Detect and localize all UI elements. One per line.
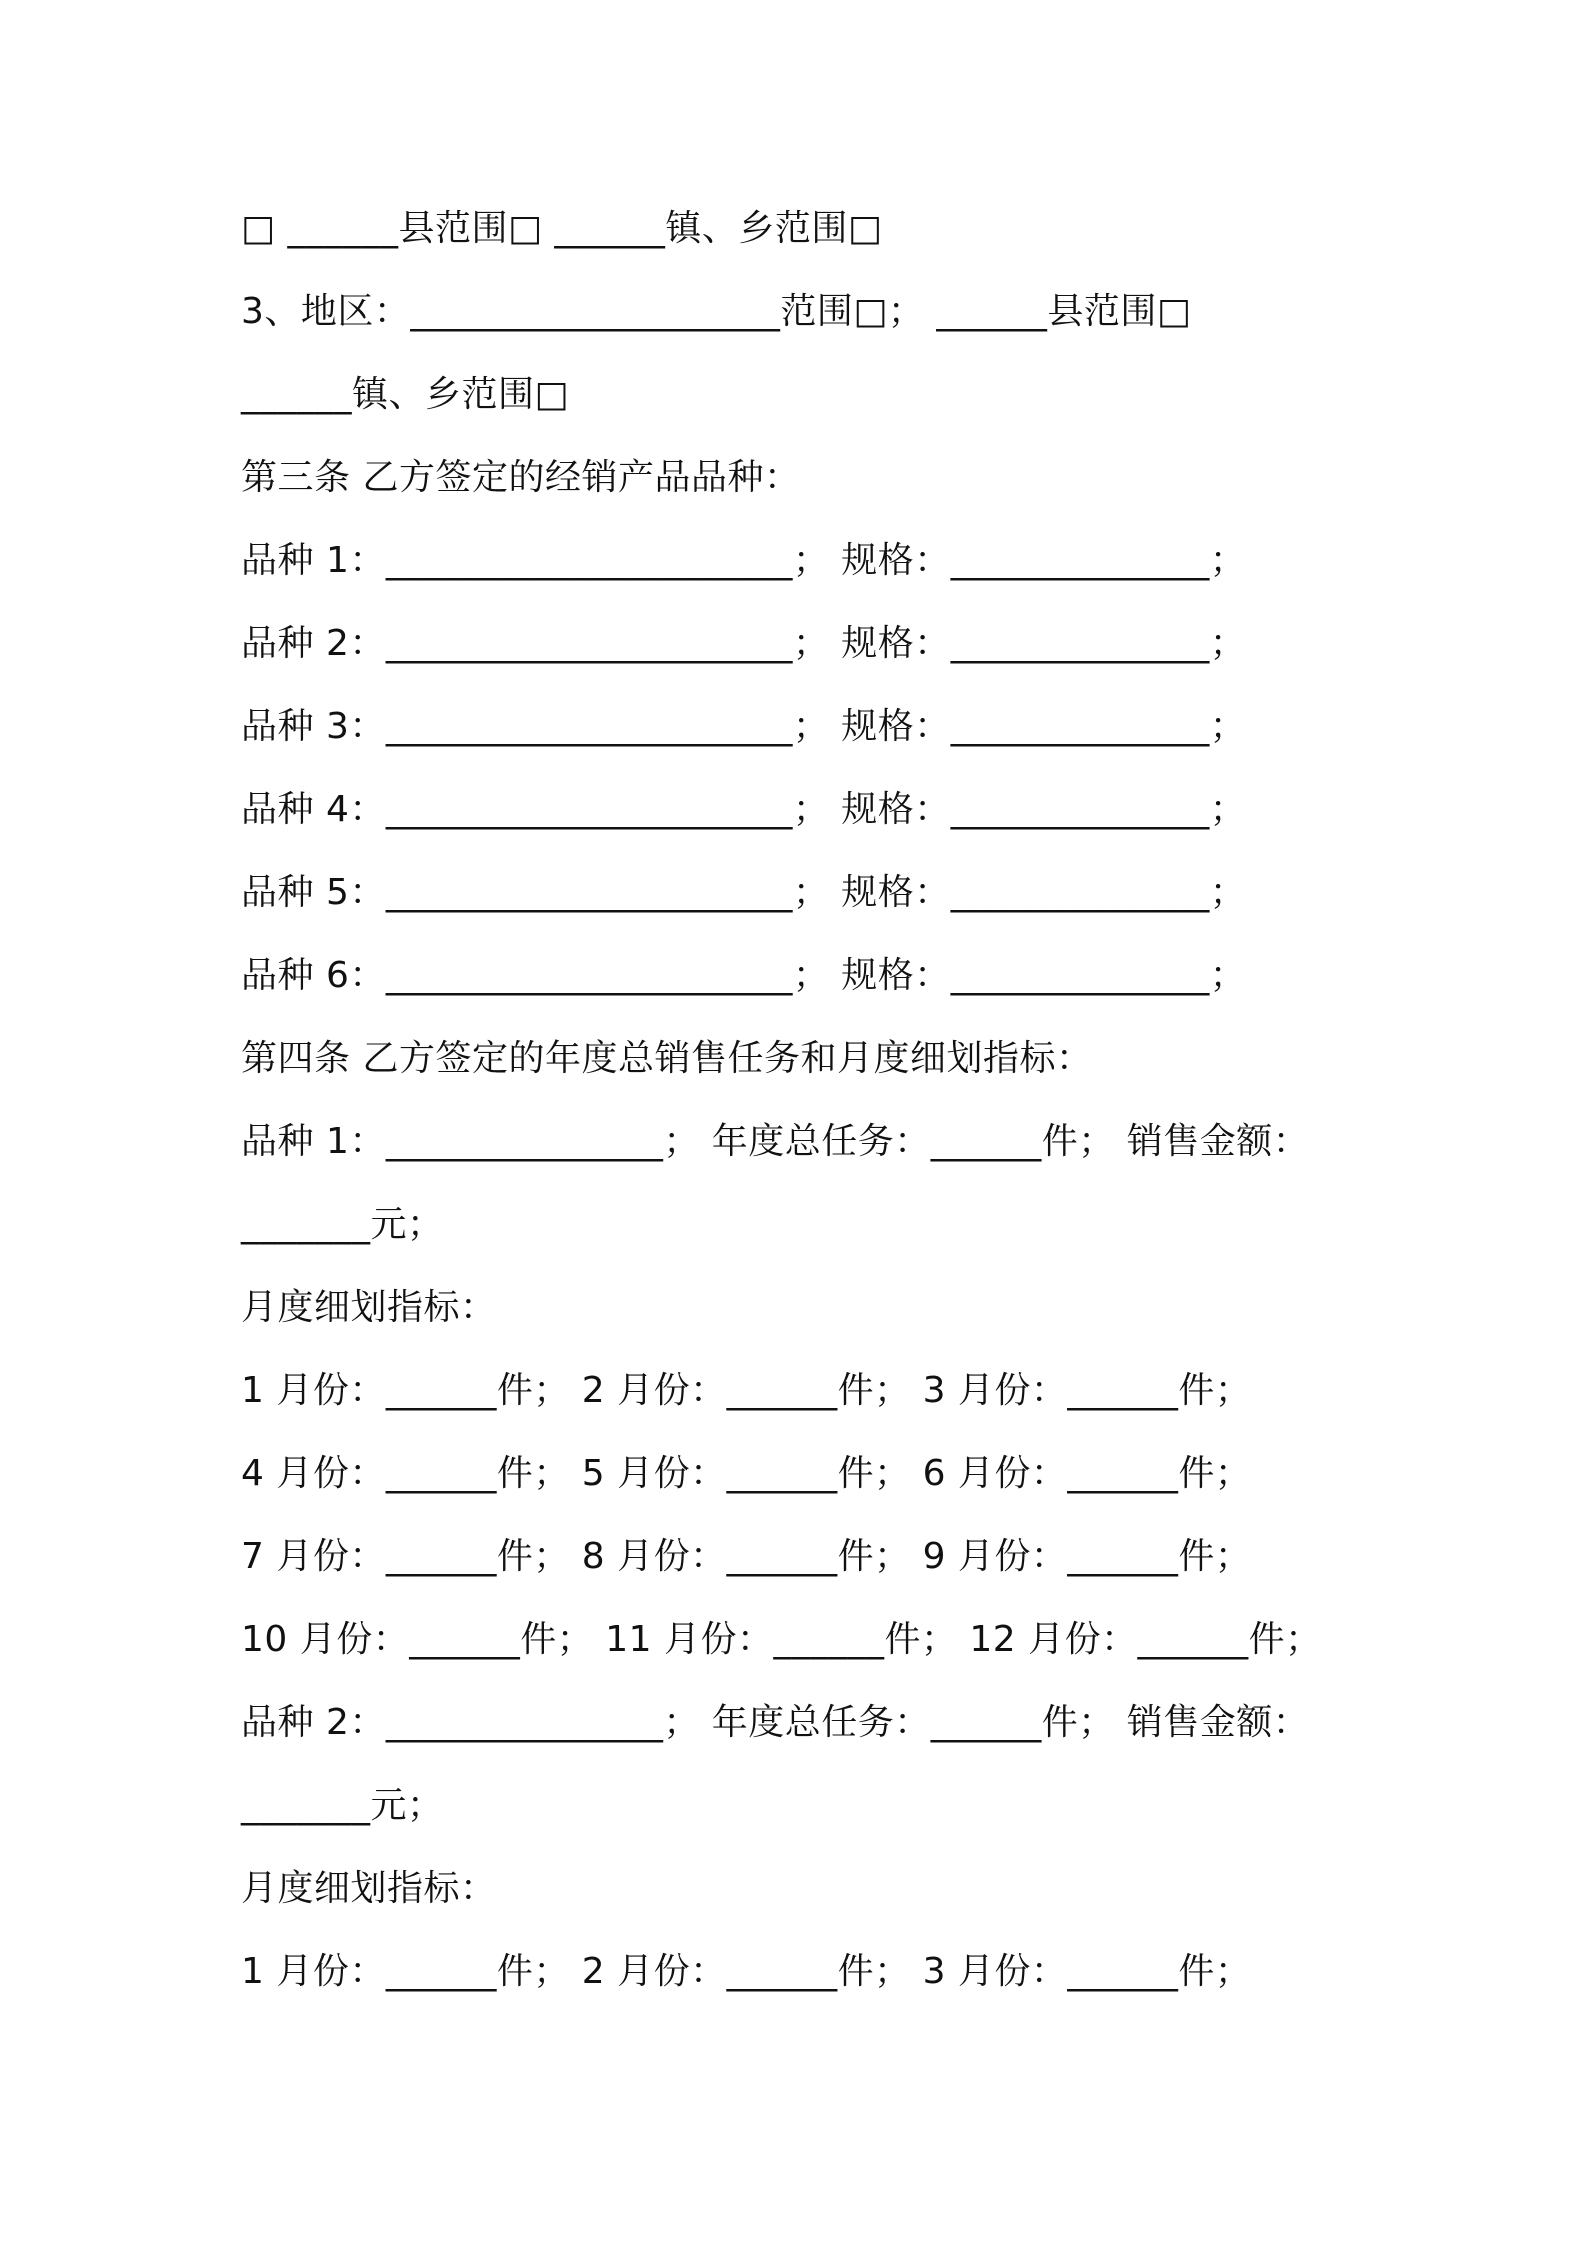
variety-2-amount: _______元； — [241, 1785, 444, 1826]
line-region-3-cont: ______镇、乡范围□ — [241, 374, 570, 415]
variety-2-months-1-3: 1 月份：______件； 2 月份：______件； 3 月份：______件； — [241, 1951, 1252, 1992]
article-3-heading: 第三条 乙方签定的经销产品品种： — [241, 457, 801, 498]
product-variety-1: 品种 1：______________________； 规格：______________； — [241, 540, 1247, 581]
article-4-heading: 第四条 乙方签定的年度总销售任务和月度细划指标： — [241, 1038, 1093, 1079]
product-variety-4: 品种 4：______________________； 规格：______________； — [241, 789, 1247, 830]
variety-1-months-10-12: 10 月份：______件； 11 月份：______件； 12 月份：______件； — [241, 1619, 1322, 1660]
variety-1-amount: _______元； — [241, 1204, 444, 1245]
line-region-3: 3、地区：____________________范围□； ______县范围□ — [241, 291, 1192, 332]
variety-2-annual-task: 品种 2：_______________； 年度总任务：______件； 销售金额： — [241, 1702, 1310, 1743]
variety-1-monthly-heading: 月度细划指标： — [241, 1287, 497, 1328]
variety-1-months-4-6: 4 月份：______件； 5 月份：______件； 6 月份：______件； — [241, 1453, 1252, 1494]
variety-1-annual-task: 品种 1：_______________； 年度总任务：______件； 销售金额： — [241, 1121, 1310, 1162]
line-area-options: □ ______县范围□ ______镇、乡范围□ — [241, 208, 883, 249]
product-variety-2: 品种 2：______________________； 规格：______________； — [241, 623, 1247, 664]
product-variety-6: 品种 6：______________________； 规格：______________； — [241, 955, 1247, 996]
variety-1-months-1-3: 1 月份：______件； 2 月份：______件； 3 月份：______件； — [241, 1370, 1252, 1411]
variety-1-months-7-9: 7 月份：______件； 8 月份：______件； 9 月份：______件； — [241, 1536, 1252, 1577]
product-variety-3: 品种 3：______________________； 规格：______________； — [241, 706, 1247, 747]
product-variety-5: 品种 5：______________________； 规格：______________； — [241, 872, 1247, 913]
variety-2-monthly-heading: 月度细划指标： — [241, 1868, 497, 1909]
